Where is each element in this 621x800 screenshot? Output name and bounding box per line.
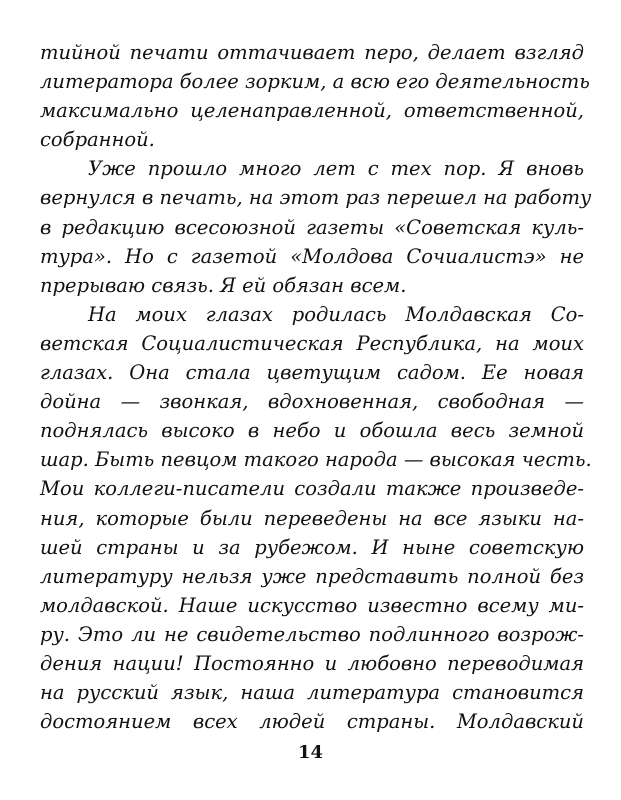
text-line: Уже прошло много лет с тех пор. Я вновь	[88, 157, 584, 181]
text-line: ру. Это ли не свидетельство подлинного возрож-	[40, 622, 584, 646]
text-line: дения нации! Постоянно и любовно переводимая	[40, 651, 584, 675]
text-line: дойна — звонкая, вдохновенная, свободная —	[40, 390, 584, 414]
text-line: ветская Социалистическая Республика, на моих	[40, 331, 584, 355]
text-line: тура». Но с газетой «Молдова Сочиалистэ» не	[40, 244, 584, 268]
text-line: достоянием всех людей страны. Молдавский	[40, 710, 584, 734]
text-line: в редакцию всесоюзной газеты «Советская куль-	[40, 215, 584, 239]
text-line: прерываю связь. Я ей обязан всем.	[40, 273, 407, 297]
text-line: поднялась высоко в небо и обошла весь земной	[40, 419, 584, 443]
text-line: максимально целенаправленной, ответственной,	[40, 99, 584, 123]
text-line: Мои коллеги-писатели создали также произведе-	[40, 477, 584, 501]
text-line: молдавской. Наше искусство известно всему ми-	[40, 593, 584, 617]
text-line: литературу нельзя уже представить полной без	[40, 564, 584, 588]
text-line: На моих глазах родилась Молдавская Со-	[88, 302, 584, 326]
text-line: ния, которые были переведены на все языки на-	[40, 506, 584, 530]
text-line: глазах. Она стала цветущим садом. Ее новая	[40, 361, 584, 385]
text-line: собранной.	[40, 128, 155, 152]
text-line: вернулся в печать, на этот раз перешел на работу	[40, 186, 592, 210]
text-line: на русский язык, наша литература становится	[40, 681, 584, 705]
text-line: тийной печати оттачивает перо, делает взгляд	[40, 41, 584, 64]
page-number: 14	[297, 742, 324, 763]
text-line: шар. Быть певцом такого народа — высокая честь.	[40, 448, 592, 472]
body-text	[40, 38, 592, 736]
text-line: шей страны и за рубежом. И ныне советскую	[40, 535, 584, 559]
text-line: литератора более зорким, а всю его деятельность	[40, 70, 590, 94]
